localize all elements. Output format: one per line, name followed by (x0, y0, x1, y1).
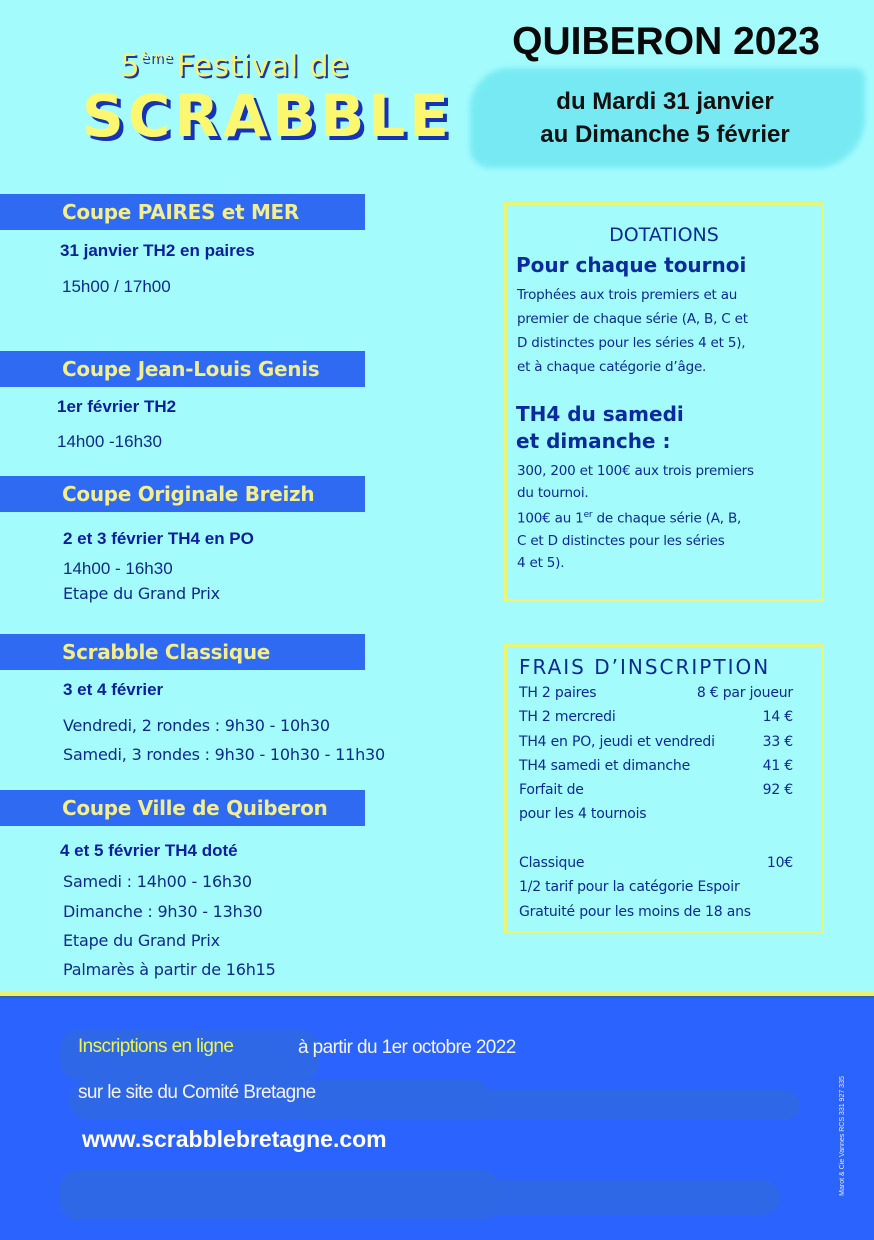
tournament-time: 14h00 -16h30 (57, 432, 162, 451)
tournament-date: 2 et 3 février TH4 en PO (63, 529, 254, 548)
tournament-schedule: Dimanche : 9h30 - 13h30 (63, 902, 263, 921)
festival-text: Festival de (176, 48, 349, 84)
festival-ordinal: ème (140, 50, 173, 66)
festival-number: 5 (120, 48, 141, 84)
dotations-subtitle-th4: TH4 du samedi et dimanche : (516, 402, 684, 453)
printer-imprint: Marot & Cie Vannes RCS 331 927 335 (839, 1076, 846, 1196)
tournament-time: 15h00 / 17h00 (62, 277, 171, 296)
tournament-note: Palmarès à partir de 16h15 (63, 960, 276, 979)
brush-smudge (480, 1180, 780, 1215)
section-coupe-ville-de-quiberon: Coupe Ville de Quiberon (0, 790, 365, 826)
tournament-date: 31 janvier TH2 en paires (60, 241, 255, 260)
section-coupe-jean-louis-genis: Coupe Jean-Louis Genis (0, 351, 365, 387)
fee-row: Forfait de 92 € (519, 782, 793, 799)
fee-row: TH4 en PO, jeudi et vendredi 33 € (519, 733, 793, 750)
brush-smudge (60, 1170, 500, 1220)
tournament-note: Etape du Grand Prix (63, 931, 220, 950)
website-link[interactable]: www.scrabblebretagne.com (82, 1126, 387, 1152)
tournament-note: Etape du Grand Prix (63, 584, 220, 603)
tournament-date: 4 et 5 février TH4 doté (60, 841, 238, 860)
date-range-end: au Dimanche 5 février (540, 121, 790, 148)
tournament-schedule: Samedi : 14h00 - 16h30 (63, 872, 252, 891)
section-coupe-originale-breizh: Coupe Originale Breizh (0, 476, 365, 512)
online-registration-date: à partir du 1er octobre 2022 (298, 1037, 516, 1058)
tournament-schedule: Samedi, 3 rondes : 9h30 - 10h30 - 11h30 (63, 745, 385, 764)
dotations-paragraph-th4: 300, 200 et 100€ aux trois premiers du tournoi. 100€ au 1er de chaque série (A, B, C et D distinctes pour les séries 4 et 5). (517, 463, 754, 571)
dotations-subtitle-each: Pour chaque tournoi (516, 253, 747, 277)
tournament-date: 3 et 4 février (63, 680, 164, 699)
fee-row: TH 2 mercredi 14 € (519, 709, 793, 726)
fee-row: 1/2 tarif pour la catégorie Espoir (519, 879, 740, 896)
tournament-schedule: Vendredi, 2 rondes : 9h30 - 10h30 (63, 716, 330, 735)
section-coupe-paires: Coupe PAIRES et MER (0, 194, 365, 230)
tournament-date: 1er février TH2 (57, 397, 177, 416)
scrabble-logo-text: SCRABBLE (82, 82, 453, 150)
brush-smudge (300, 1090, 800, 1120)
date-range-start: du Mardi 31 janvier (556, 88, 774, 115)
fee-row-spacer (519, 827, 793, 851)
fee-row: TH4 samedi et dimanche 41 € (519, 757, 793, 774)
fees-table (519, 681, 793, 924)
festival-subtitle (120, 48, 349, 84)
tournament-time: 14h00 - 16h30 (63, 559, 173, 578)
fee-row: TH 2 paires 8 € par joueur (519, 685, 793, 701)
fees-title: FRAIS D’INSCRIPTION (519, 655, 771, 679)
dotations-title: DOTATIONS (609, 224, 719, 246)
title-brush-background (470, 68, 865, 168)
fee-row: pour les 4 tournois (519, 806, 647, 823)
section-scrabble-classique: Scrabble Classique (0, 634, 365, 670)
online-registration-label: Inscriptions en ligne (78, 1036, 234, 1057)
dotations-paragraph-each: Trophées aux trois premiers et au premier de chaque série (A, B, C et D distinctes pour les séries 4 et 5), et à chaque catégorie d’âge. (517, 287, 748, 375)
fee-row: Classique 10€ (519, 855, 793, 872)
site-line: sur le site du Comité Bretagne (78, 1082, 316, 1103)
page-title: QUIBERON 2023 (512, 20, 820, 63)
fee-row: Gratuité pour les moins de 18 ans (519, 903, 751, 920)
